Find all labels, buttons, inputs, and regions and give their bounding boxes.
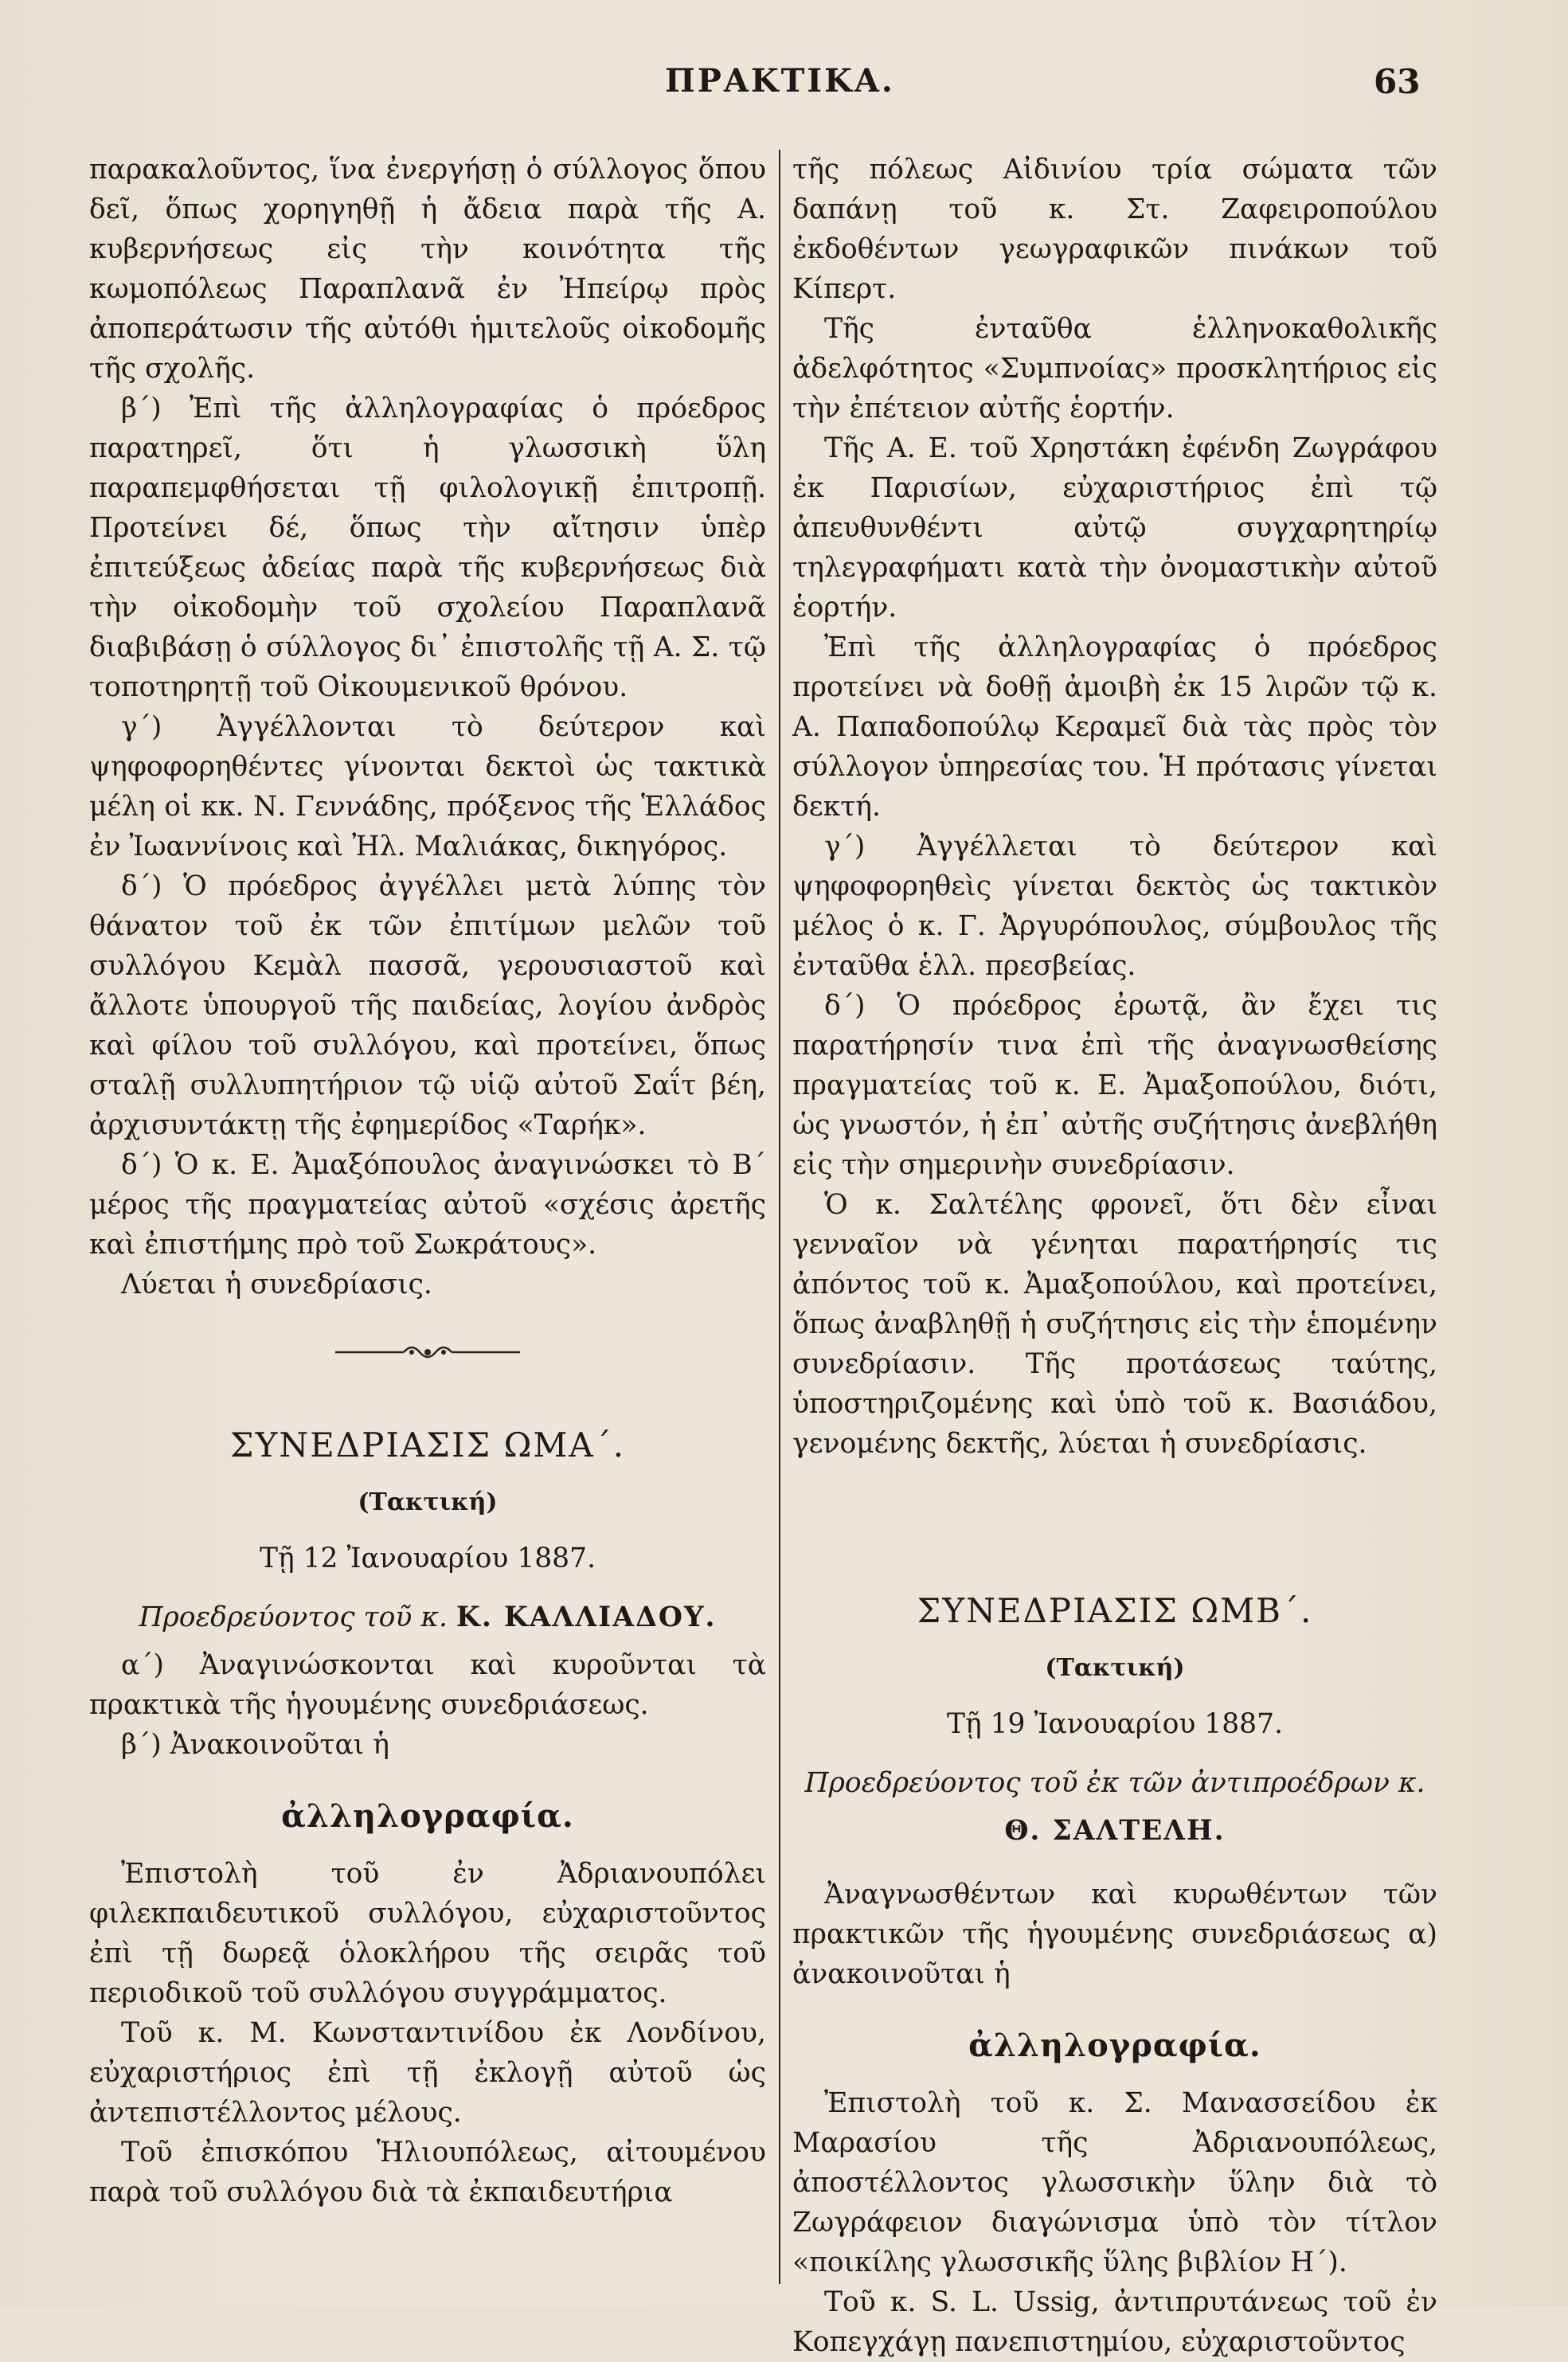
paragraph: Τοῦ κ. Μ. Κωνσταντινίδου ἐκ Λονδίνου, εὐχαριστήριος ἐπὶ τῇ ἐκλογῇ αὐτοῦ ὡς ἀντεπιστέλλοντος μέλους. (89, 2017, 766, 2129)
paragraph: β΄) Ἐπὶ τῆς ἀλληλογραφίας ὁ πρόεδρος παρατηρεῖ, ὅτι ἡ γλωσσικὴ ὕλη παραπεμφθήσεται τῇ φιλολογικῇ ἐπιτροπῇ. Προτείνει δέ, ὅπως τὴν αἴτησιν ὑπὲρ ἐπιτεύξεως ἀδείας παρὰ τῆς κυβερνήσεως διὰ τὴν οἰκοδομὴν τοῦ σχολείου Παραπλανᾶ διαβιβάσῃ ὁ σύλλογος δι᾽ ἐπιστολῆς τῇ Α. Σ. τῷ τοποτηρητῇ τοῦ Οἰκουμενικοῦ θρόνου. (89, 393, 766, 703)
paragraph: Λύεται ἡ συνεδρίασις. (121, 1269, 432, 1300)
paragraph: Τοῦ κ. S. L. Ussig, ἀντιπρυτάνεως τοῦ ἐν Κοπεγχάγῃ πανεπιστημίου, εὐχαριστοῦντος (792, 2286, 1437, 2358)
paragraph: Ἐπιστολὴ τοῦ ἐν Ἀδριανουπόλει φιλεκπαιδευτικοῦ συλλόγου, εὐχαριστοῦντος ἐπὶ τῇ δωρεᾷ ὁλοκλήρου τῆς σειρᾶς τοῦ περιοδικοῦ τοῦ συλλόγου συγγράμματος. (89, 1858, 766, 2009)
session-date: Τῇ 12 Ἰανουαρίου 1887. (259, 1543, 596, 1574)
right-column (792, 150, 1437, 2362)
paragraph: Τῆς Α. Ε. τοῦ Χρηστάκη ἐφένδη Ζωγράφου ἐκ Παρισίων, εὐχαριστήριος ἐπὶ τῷ ἀπευθυνθέντι αὐτῷ συγχαρητηρίῳ τηλεγραφήματι κατὰ τὴν ὀνομαστικὴν αὐτοῦ ἑορτήν. (792, 432, 1437, 624)
paragraph: Τοῦ ἐπισκόπου Ἡλιουπόλεως, αἰτουμένου παρὰ τοῦ συλλόγου διὰ τὰ ἐκπαιδευτήρια (89, 2137, 766, 2208)
paragraph: παρακαλοῦντος, ἵνα ἐνεργήσῃ ὁ σύλλογος ὅπου δεῖ, ὅπως χορηγηθῇ ἡ ἄδεια παρὰ τῆς Α. κυβερνήσεως εἰς τὴν κοινότητα τῆς κωμοπόλεως Παραπλανᾶ ἐν Ἠπείρῳ πρὸς ἀποπεράτωσιν τῆς αὐτόθι ἡμιτελοῦς οἰκοδομῆς τῆς σχολῆς. (89, 154, 766, 385)
paragraph: δ΄) Ὁ κ. Ε. Ἀμαξόπουλος ἀναγινώσκει τὸ Β΄ μέρος τῆς πραγματείας αὐτοῦ «σχέσις ἀρετῆς καὶ ἐπιστήμης πρὸ τοῦ Σωκράτους». (89, 1149, 766, 1261)
presiding-text: Προεδρεύοντος τοῦ κ. (139, 1601, 448, 1633)
paragraph: τῆς πόλεως Αἰδινίου τρία σώματα τῶν δαπάνῃ τοῦ κ. Στ. Ζαφειροπούλου ἐκδοθέντων γεωγραφικῶν πινάκων τοῦ Κίπερτ. (792, 154, 1437, 305)
paragraph: Ὁ κ. Σαλτέλης φρονεῖ, ὅτι δὲν εἶναι γενναῖον νὰ γένηται παρατήρησίς τις ἀπόντος τοῦ κ. Ἀμαξοπούλου, καὶ προτείνει, ὅπως ἀναβληθῇ ἡ συζήτησις εἰς τὴν ἑπομένην συνεδρίασιν. Τῆς προτάσεως ταύτης, ὑποστηριζομένης καὶ ὑπὸ τοῦ κ. Βασιάδου, γενομένης δεκτῆς, λύεται ἡ συνεδρίασις. (792, 1189, 1437, 1460)
session-type: (Τακτική) (358, 1488, 498, 1516)
paragraph: Ἀναγνωσθέντων καὶ κυρωθέντων τῶν πρακτικῶν τῆς ἡγουμένης συνεδριάσεως α) ἀνακοινοῦται ἡ (792, 1879, 1437, 1990)
paragraph: Ἐπιστολὴ τοῦ κ. Σ. Μανασσείδου ἐκ Μαρασίου τῆς Ἀδριανουπόλεως, ἀποστέλλοντος γλωσσικὴν ὕλην διὰ τὸ Ζωγράφειον διαγώνισμα ὑπὸ τὸν τίτλον «ποικίλης γλωσσικῆς ὕλης βιβλίον Η΄). (792, 2087, 1437, 2278)
column-divider (779, 150, 780, 2284)
session-heading: ΣΥΝΕΔΡΙΑΣΙΣ ΩΜΒ΄. (917, 1591, 1313, 1630)
paragraph: Ἐπὶ τῆς ἀλληλογραφίας ὁ πρόεδρος προτείνει νὰ δοθῇ ἀμοιβὴ ἐκ 15 λιρῶν τῷ κ. Α. Παπαδοπούλῳ Κεραμεῖ διὰ τὰς πρὸς τὸν σύλλογον ὑπηρεσίας του. Ἡ πρότασις γίνεται δεκτή. (792, 632, 1437, 823)
presiding-text: Προεδρεύοντος τοῦ ἐκ τῶν ἀντιπροέδρων κ. (804, 1767, 1425, 1799)
correspondence-heading: ἀλληλογραφία. (281, 1797, 574, 1835)
paragraph: γ΄) Ἀγγέλλεται τὸ δεύτερον καὶ ψηφοφορηθεὶς γίνεται δεκτὸς ὡς τακτικὸν μέλος ὁ κ. Γ. Ἀργυρόπουλος, σύμβουλος τῆς ἐνταῦθα ἑλλ. πρεσβείας. (792, 831, 1437, 982)
running-header (0, 62, 1568, 110)
paragraph: δ΄) Ὁ πρόεδρος ἐρωτᾷ, ἂν ἔχει τις παρατήρησίν τινα ἐπὶ τῆς ἀναγνωσθείσης πραγματείας τοῦ κ. Ε. Ἀμαξοπούλου, διότι, ὡς γνωστόν, ἡ ἐπ᾽ αὐτῆς συζήτησις ἀνεβλήθη εἰς τὴν σημερινὴν συνεδρίασιν. (792, 990, 1437, 1181)
session-date: Τῇ 19 Ἰανουαρίου 1887. (946, 1708, 1284, 1740)
paragraph: α΄) Ἀναγινώσκονται καὶ κυροῦνται τὰ πρακτικὰ τῆς ἡγουμένης συνεδριάσεως. (89, 1649, 766, 1721)
presiding-name: Κ. ΚΑΛΛΙΑΔΟΥ. (456, 1601, 717, 1633)
presiding-line (89, 1597, 766, 1637)
page-number: 63 (1374, 62, 1421, 101)
presiding-name: Θ. ΣΑΛΤΕΛΗ. (1004, 1815, 1226, 1847)
session-heading: ΣΥΝΕΔΡΙΑΣΙΣ ΩΜΑ΄. (229, 1425, 626, 1465)
paragraph: Τῆς ἐνταῦθα ἑλληνοκαθολικῆς ἀδελφότητος «Συμπνοίας» προσκλητήριος εἰς τὴν ἐπέτειον αὐτῆς ἑορτήν. (792, 313, 1437, 424)
paragraph: δ΄) Ὁ πρόεδρος ἀγγέλλει μετὰ λύπης τὸν θάνατον τοῦ ἐκ τῶν ἐπιτίμων μελῶν τοῦ συλλόγου Κεμὰλ πασσᾶ, γερουσιαστοῦ καὶ ἄλλοτε ὑπουργοῦ τῆς παιδείας, λογίου ἀνδρὸς καὶ φίλου τοῦ συλλόγου, καὶ προτείνει, ὅπως σταλῇ συλλυπητήριον τῷ υἱῷ αὐτοῦ Σαΐτ βέη, ἀρχισυντάκτῃ τῆς ἐφημερίδος «Ταρήκ». (89, 870, 766, 1141)
correspondence-heading: ἀλληλογραφία. (968, 2027, 1261, 2064)
paragraph: γ΄) Ἀγγέλλονται τὸ δεύτερον καὶ ψηφοφορηθέντες γίνονται δεκτοὶ ὡς τακτικὰ μέλη οἱ κκ. Ν. Γεννάδης, πρόξενος τῆς Ἑλλάδος ἐν Ἰωαννίνοις καὶ Ἠλ. Μαλιάκας, δικηγόρος. (89, 711, 766, 862)
paragraph: β΄) Ἀνακοινοῦται ἡ (121, 1729, 389, 1761)
left-column (89, 150, 766, 2212)
ornament-divider (332, 1341, 523, 1362)
running-title: ΠΡΑΚΤΙΚΑ. (665, 62, 895, 100)
session-type: (Τακτική) (1045, 1654, 1185, 1682)
